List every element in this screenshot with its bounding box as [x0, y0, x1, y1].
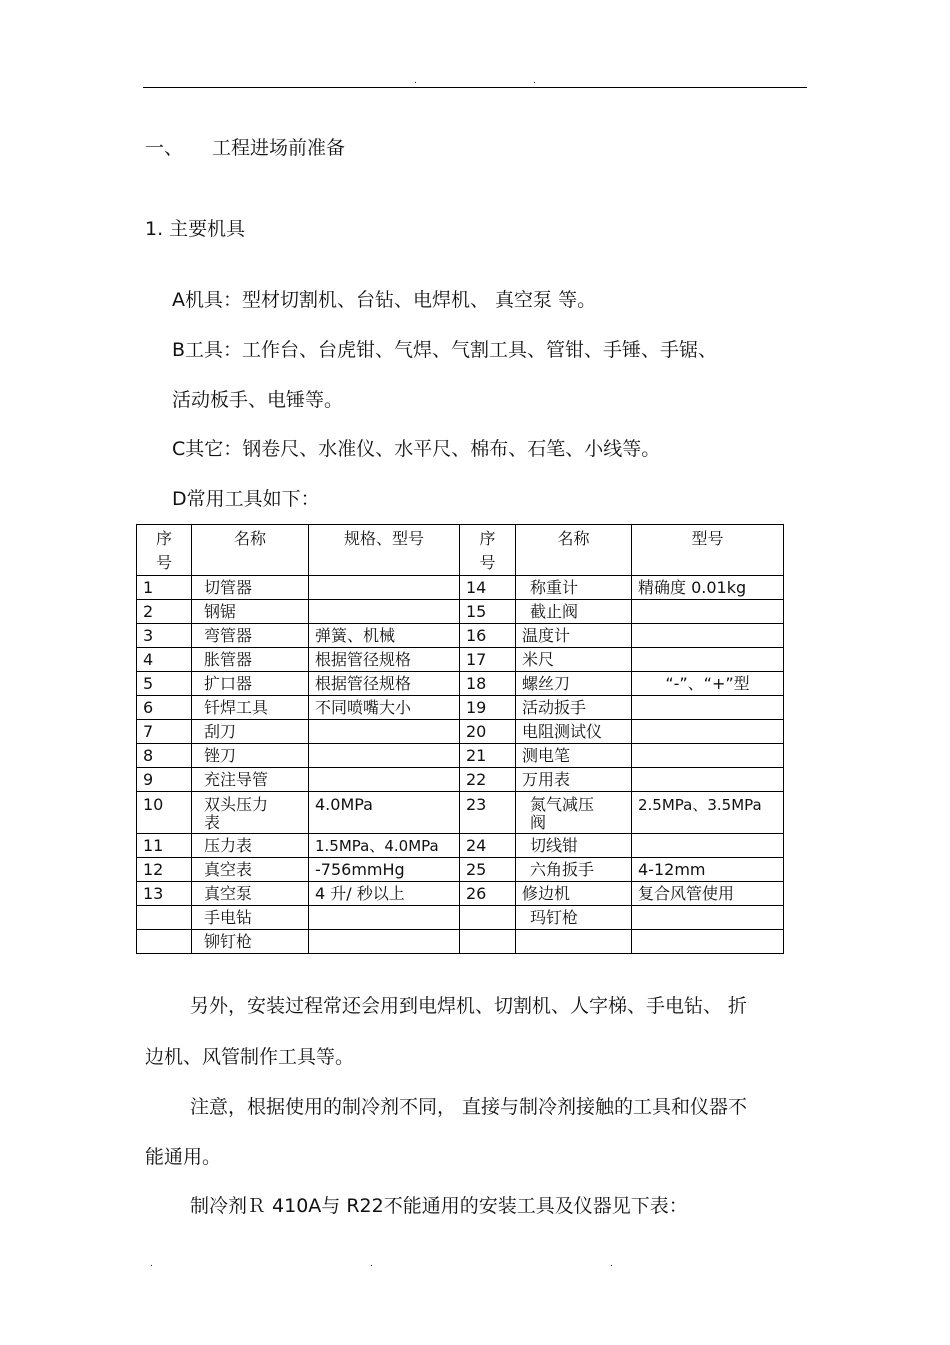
header-dot: .: [414, 76, 417, 86]
cell-name-2: 称重计: [516, 576, 632, 600]
paragraph-refrigerant: 制冷剂Ｒ 410A与 R22不能通用的安装工具及仪器见下表：: [190, 1195, 688, 1217]
tools-table: [136, 524, 784, 954]
cell-spec: 4.0MPa: [309, 792, 460, 834]
cell-name-2: 截止阀: [516, 600, 632, 624]
table-row: [137, 624, 784, 648]
cell-index-2: 18: [460, 672, 516, 696]
footer-dot: .: [150, 1259, 153, 1269]
cell-index-2: 14: [460, 576, 516, 600]
cell-index: 5: [137, 672, 192, 696]
cell-model: [632, 696, 784, 720]
cell-index: 1: [137, 576, 192, 600]
cell-name-2: [516, 930, 632, 954]
cell-index: [137, 930, 192, 954]
cell-model: [632, 744, 784, 768]
cell-name: 刮刀: [192, 720, 309, 744]
cell-index-2: 24: [460, 834, 516, 858]
table-row: [137, 768, 784, 792]
cell-model: 2.5MPa、3.5MPa: [632, 792, 784, 834]
cell-name-2: 万用表: [516, 768, 632, 792]
cell-index: 7: [137, 720, 192, 744]
cell-name-2: 氮气减压阀: [516, 792, 632, 834]
cell-model: [632, 624, 784, 648]
cell-index-2: 25: [460, 858, 516, 882]
cell-model: “-”、“+”型: [632, 672, 784, 696]
section-number: 一、: [145, 137, 184, 159]
cell-name-2: 螺丝刀: [516, 672, 632, 696]
cell-index: 4: [137, 648, 192, 672]
cell-name-2: 米尺: [516, 648, 632, 672]
paragraph-c: C其它：钢卷尺、水准仪、水平尺、棉布、石笔、小线等。: [172, 438, 661, 460]
cell-name: 扩口器: [192, 672, 309, 696]
paragraph-b-line1: B工具：工作台、台虎钳、气焊、气割工具、管钳、手锤、手锯、: [172, 339, 718, 361]
table-row: [137, 696, 784, 720]
cell-index-2: 15: [460, 600, 516, 624]
cell-index-2: [460, 930, 516, 954]
cell-name-2: 活动扳手: [516, 696, 632, 720]
cell-name-2: 测电笔: [516, 744, 632, 768]
cell-name: 铆钉枪: [192, 930, 309, 954]
cell-index: 2: [137, 600, 192, 624]
cell-index-2: 17: [460, 648, 516, 672]
table-row: [137, 882, 784, 906]
table-row: [137, 792, 784, 834]
cell-spec: [309, 576, 460, 600]
cell-spec: [309, 744, 460, 768]
cell-spec: [309, 768, 460, 792]
cell-spec: 根据管径规格: [309, 672, 460, 696]
cell-index-2: 21: [460, 744, 516, 768]
cell-model: 复合风管使用: [632, 882, 784, 906]
header-dot: .: [533, 76, 536, 86]
cell-name: 切管器: [192, 576, 309, 600]
cell-spec: [309, 720, 460, 744]
cell-index-2: 16: [460, 624, 516, 648]
cell-index: 3: [137, 624, 192, 648]
header-name-2: 名称: [516, 525, 632, 576]
cell-index-2: 20: [460, 720, 516, 744]
cell-index-2: 26: [460, 882, 516, 906]
cell-spec: 根据管径规格: [309, 648, 460, 672]
cell-model: [632, 906, 784, 930]
table-row: [137, 930, 784, 954]
footer-dot: .: [370, 1259, 373, 1269]
cell-name-2: 电阻测试仪: [516, 720, 632, 744]
cell-spec: 不同喷嘴大小: [309, 696, 460, 720]
paragraph-extra-line2: 边机、风管制作工具等。: [145, 1046, 355, 1068]
cell-model: 4-12mm: [632, 858, 784, 882]
cell-index: 11: [137, 834, 192, 858]
paragraph-d: D常用工具如下：: [172, 488, 320, 510]
cell-index-2: 19: [460, 696, 516, 720]
table-row: [137, 858, 784, 882]
cell-model: [632, 768, 784, 792]
table-row: [137, 576, 784, 600]
paragraph-note-line2: 能通用。: [145, 1146, 222, 1168]
cell-index-2: [460, 906, 516, 930]
cell-name-2: 修边机: [516, 882, 632, 906]
cell-index: 10: [137, 792, 192, 834]
table-row: [137, 672, 784, 696]
cell-model: [632, 648, 784, 672]
paragraph-b-line2: 活动板手、电锤等。: [172, 389, 344, 411]
cell-model: [632, 930, 784, 954]
cell-name: 手电钻: [192, 906, 309, 930]
cell-index: [137, 906, 192, 930]
table-header-row: [137, 525, 784, 576]
paragraph-extra-line1: 另外，安装过程常还会用到电焊机、切割机、人字梯、手电钻、 折: [190, 995, 748, 1017]
cell-name: 真空表: [192, 858, 309, 882]
cell-name: 弯管器: [192, 624, 309, 648]
header-spec: 规格、型号: [309, 525, 460, 576]
cell-name-2: 温度计: [516, 624, 632, 648]
cell-model: [632, 720, 784, 744]
subsection-title: 1. 主要机具: [145, 218, 246, 240]
cell-spec: -756mmHg: [309, 858, 460, 882]
section-title: 工程进场前准备: [212, 137, 346, 159]
cell-model: [632, 600, 784, 624]
header-name: 名称: [192, 525, 309, 576]
header-index-2: 序号: [460, 525, 516, 576]
header-rule: [143, 87, 807, 88]
cell-name: 锉刀: [192, 744, 309, 768]
table-row: [137, 834, 784, 858]
cell-index: 6: [137, 696, 192, 720]
cell-spec: 1.5MPa、4.0MPa: [309, 834, 460, 858]
cell-index-2: 22: [460, 768, 516, 792]
cell-index: 8: [137, 744, 192, 768]
cell-name: 充注导管: [192, 768, 309, 792]
header-model: 型号: [632, 525, 784, 576]
paragraph-note-line1: 注意，根据使用的制冷剂不同， 直接与制冷剂接触的工具和仪器不: [190, 1096, 748, 1118]
cell-spec: [309, 906, 460, 930]
cell-name-2: 切线钳: [516, 834, 632, 858]
cell-name-2: 玛钉枪: [516, 906, 632, 930]
cell-spec: [309, 930, 460, 954]
cell-spec: [309, 600, 460, 624]
table-row: [137, 906, 784, 930]
table-row: [137, 720, 784, 744]
paragraph-a: A机具：型材切割机、台钻、电焊机、 真空泵 等。: [172, 289, 597, 311]
cell-name: 钢锯: [192, 600, 309, 624]
cell-index: 12: [137, 858, 192, 882]
cell-name: 胀管器: [192, 648, 309, 672]
cell-model: 精确度 0.01kg: [632, 576, 784, 600]
cell-model: [632, 834, 784, 858]
cell-index-2: 23: [460, 792, 516, 834]
table-row: [137, 648, 784, 672]
cell-index: 13: [137, 882, 192, 906]
cell-name-2: 六角扳手: [516, 858, 632, 882]
footer-dot: .: [610, 1259, 613, 1269]
cell-name: 钎焊工具: [192, 696, 309, 720]
cell-name: 真空泵: [192, 882, 309, 906]
table-row: [137, 744, 784, 768]
header-index: 序号: [137, 525, 192, 576]
cell-index: 9: [137, 768, 192, 792]
cell-spec: 弹簧、机械: [309, 624, 460, 648]
table-row: [137, 600, 784, 624]
cell-spec: 4 升/ 秒以上: [309, 882, 460, 906]
cell-name: 双头压力表: [192, 792, 309, 834]
cell-name: 压力表: [192, 834, 309, 858]
